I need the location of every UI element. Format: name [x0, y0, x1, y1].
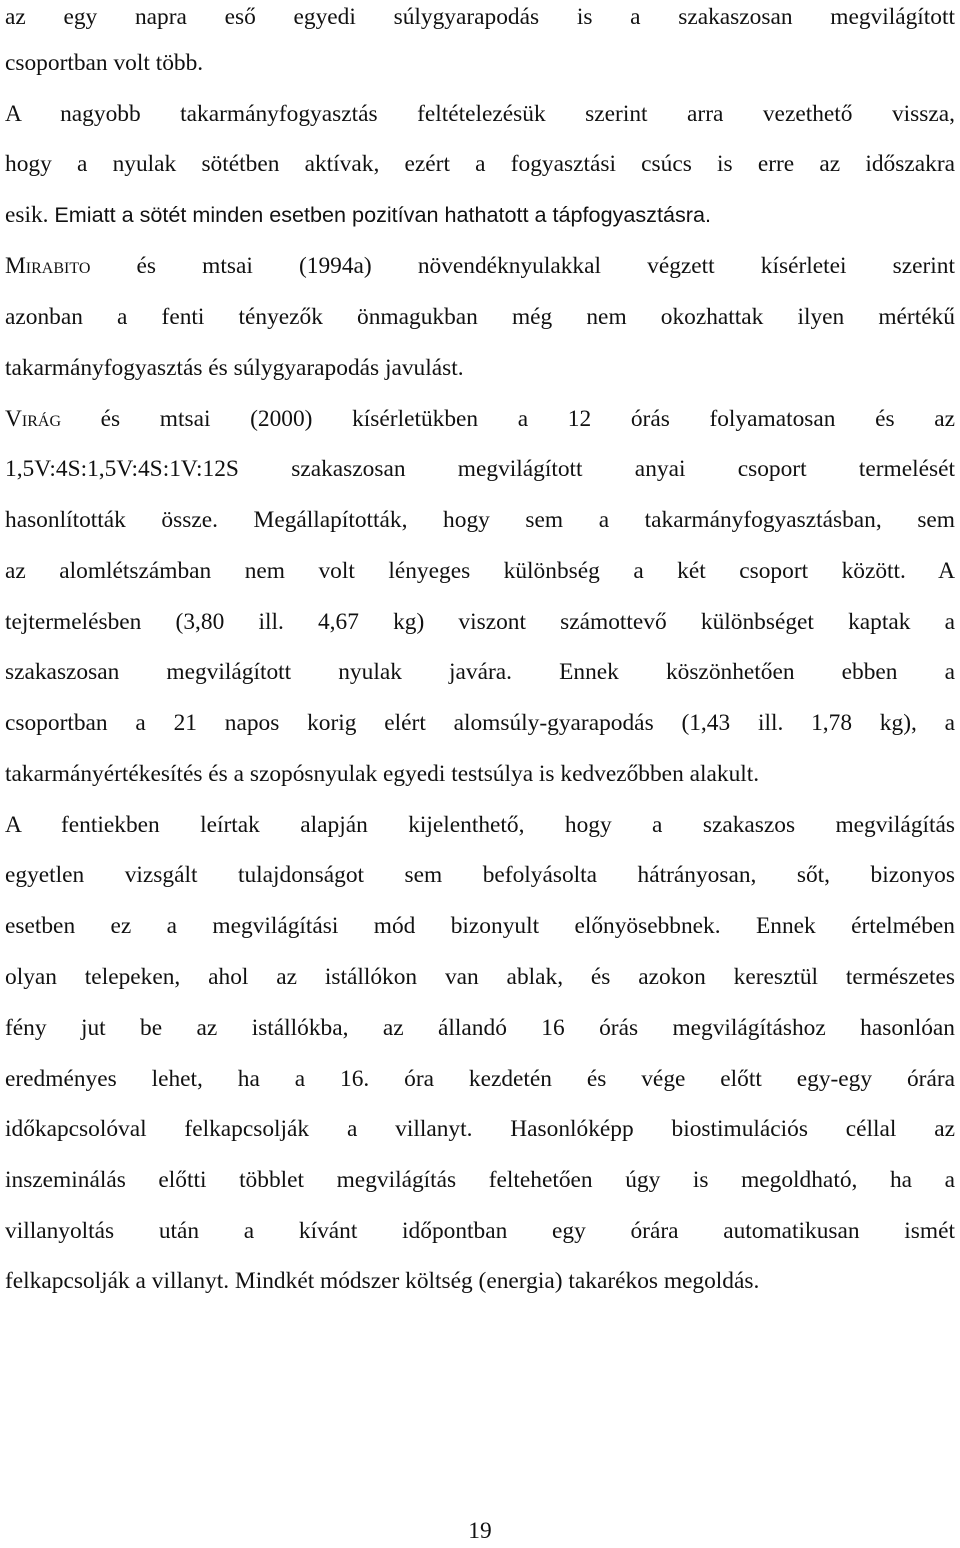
- line-text: fény jut be az istállókba, az állandó 16 órás megvilágításhoz hasonlóan: [5, 1015, 955, 1041]
- line-text: esetben ez a megvilágítási mód bizonyult előnyösebbnek. Ennek értelmében: [5, 913, 955, 939]
- text-line: [5, 706, 955, 740]
- text-line: [5, 0, 955, 34]
- line-text: az alomlétszámban nem volt lényeges különbség a két csoport között. A: [5, 558, 955, 584]
- line-text: takarmányfogyasztás és súlygyarapodás javulást.: [5, 355, 464, 381]
- line-text: esik.: [5, 202, 55, 228]
- text-line: [5, 97, 955, 131]
- line-text: és mtsai (2000) kísérletükben a 12 órás folyamatosan és az: [61, 406, 955, 432]
- line-text: villanyoltás után a kívánt időpontban egy órára automatikusan ismét: [5, 1218, 955, 1244]
- text-line: [5, 1163, 955, 1197]
- text-line: [5, 249, 955, 283]
- line-text: hasonlították össze. Megállapították, hogy sem a takarmányfogyasztásban, sem: [5, 507, 955, 533]
- line-text: olyan telepeken, ahol az istállókon van ablak, és azokon keresztül természetes: [5, 964, 955, 990]
- document-page: [5, 0, 955, 1548]
- line-text: eredményes lehet, ha a 16. óra kezdetén és vége előtt egy-egy órára: [5, 1066, 955, 1092]
- text-line: [5, 1062, 955, 1096]
- text-line: [5, 909, 955, 943]
- line-text: felkapcsolják a villanyt. Mindkét módszer költség (energia) takarékos megoldás.: [5, 1268, 760, 1294]
- line-text: csoportban a 21 napos korig elért alomsúly-gyarapodás (1,43 ill. 1,78 kg), a: [5, 710, 955, 736]
- text-line: [5, 1264, 955, 1298]
- author-name: Virág: [5, 406, 62, 432]
- text-line: [5, 1011, 955, 1045]
- text-line: [5, 858, 955, 892]
- text-line: [5, 605, 955, 639]
- text-line: [5, 554, 955, 588]
- text-line: [5, 757, 955, 791]
- line-text: hogy a nyulak sötétben aktívak, ezért a fogyasztási csúcs is erre az időszakra: [5, 151, 955, 177]
- line-text: tejtermelésben (3,80 ill. 4,67 kg) viszont számottevő különbséget kaptak a: [5, 609, 955, 635]
- text-line: [5, 147, 955, 181]
- sans-serif-sentence: Emiatt a sötét minden esetben pozitívan hathatott a tápfogyasztásra.: [54, 202, 711, 227]
- text-line: [5, 655, 955, 689]
- text-line: [5, 808, 955, 842]
- text-line: [5, 1112, 955, 1146]
- line-text: az egy napra eső egyedi súlygyarapodás is a szakaszosan megvilágított: [5, 4, 955, 30]
- line-text: egyetlen vizsgált tulajdonságot sem befolyásolta hátrányosan, sőt, bizonyos: [5, 862, 955, 888]
- page-number: 19: [468, 1518, 492, 1544]
- line-text: csoportban volt több.: [5, 50, 204, 76]
- line-text: időkapcsolóval felkapcsolják a villanyt. Hasonlóképp biostimulációs céllal az: [5, 1116, 955, 1142]
- text-line: [5, 351, 955, 385]
- line-text: inszeminálás előtti többlet megvilágítás feltehetően úgy is megoldható, ha a: [5, 1167, 955, 1193]
- text-line: [5, 452, 955, 486]
- line-text: A nagyobb takarmányfogyasztás feltételezésük szerint arra vezethető vissza,: [5, 101, 955, 127]
- text-line: [5, 960, 955, 994]
- text-line: [5, 46, 955, 80]
- text-line: [5, 198, 955, 232]
- text-line: [5, 1214, 955, 1248]
- line-text: azonban a fenti tényezők önmagukban még nem okozhattak ilyen mértékű: [5, 304, 955, 330]
- line-text: szakaszosan megvilágított nyulak javára. Ennek köszönhetően ebben a: [5, 659, 955, 685]
- text-line: [5, 300, 955, 334]
- line-text: takarmányértékesítés és a szopósnyulak egyedi testsúlya is kedvezőbben alakult.: [5, 761, 760, 787]
- text-line: [5, 402, 955, 436]
- line-text: 1,5V:4S:1,5V:4S:1V:12S szakaszosan megvilágított anyai csoport termelését: [5, 456, 955, 482]
- line-text: és mtsai (1994a) növendéknyulakkal végzett kísérletei szerint: [90, 253, 955, 279]
- text-line: [5, 503, 955, 537]
- author-name: Mirabito: [5, 253, 91, 279]
- line-text: A fentiekben leírtak alapján kijelenthető, hogy a szakaszos megvilágítás: [5, 812, 955, 838]
